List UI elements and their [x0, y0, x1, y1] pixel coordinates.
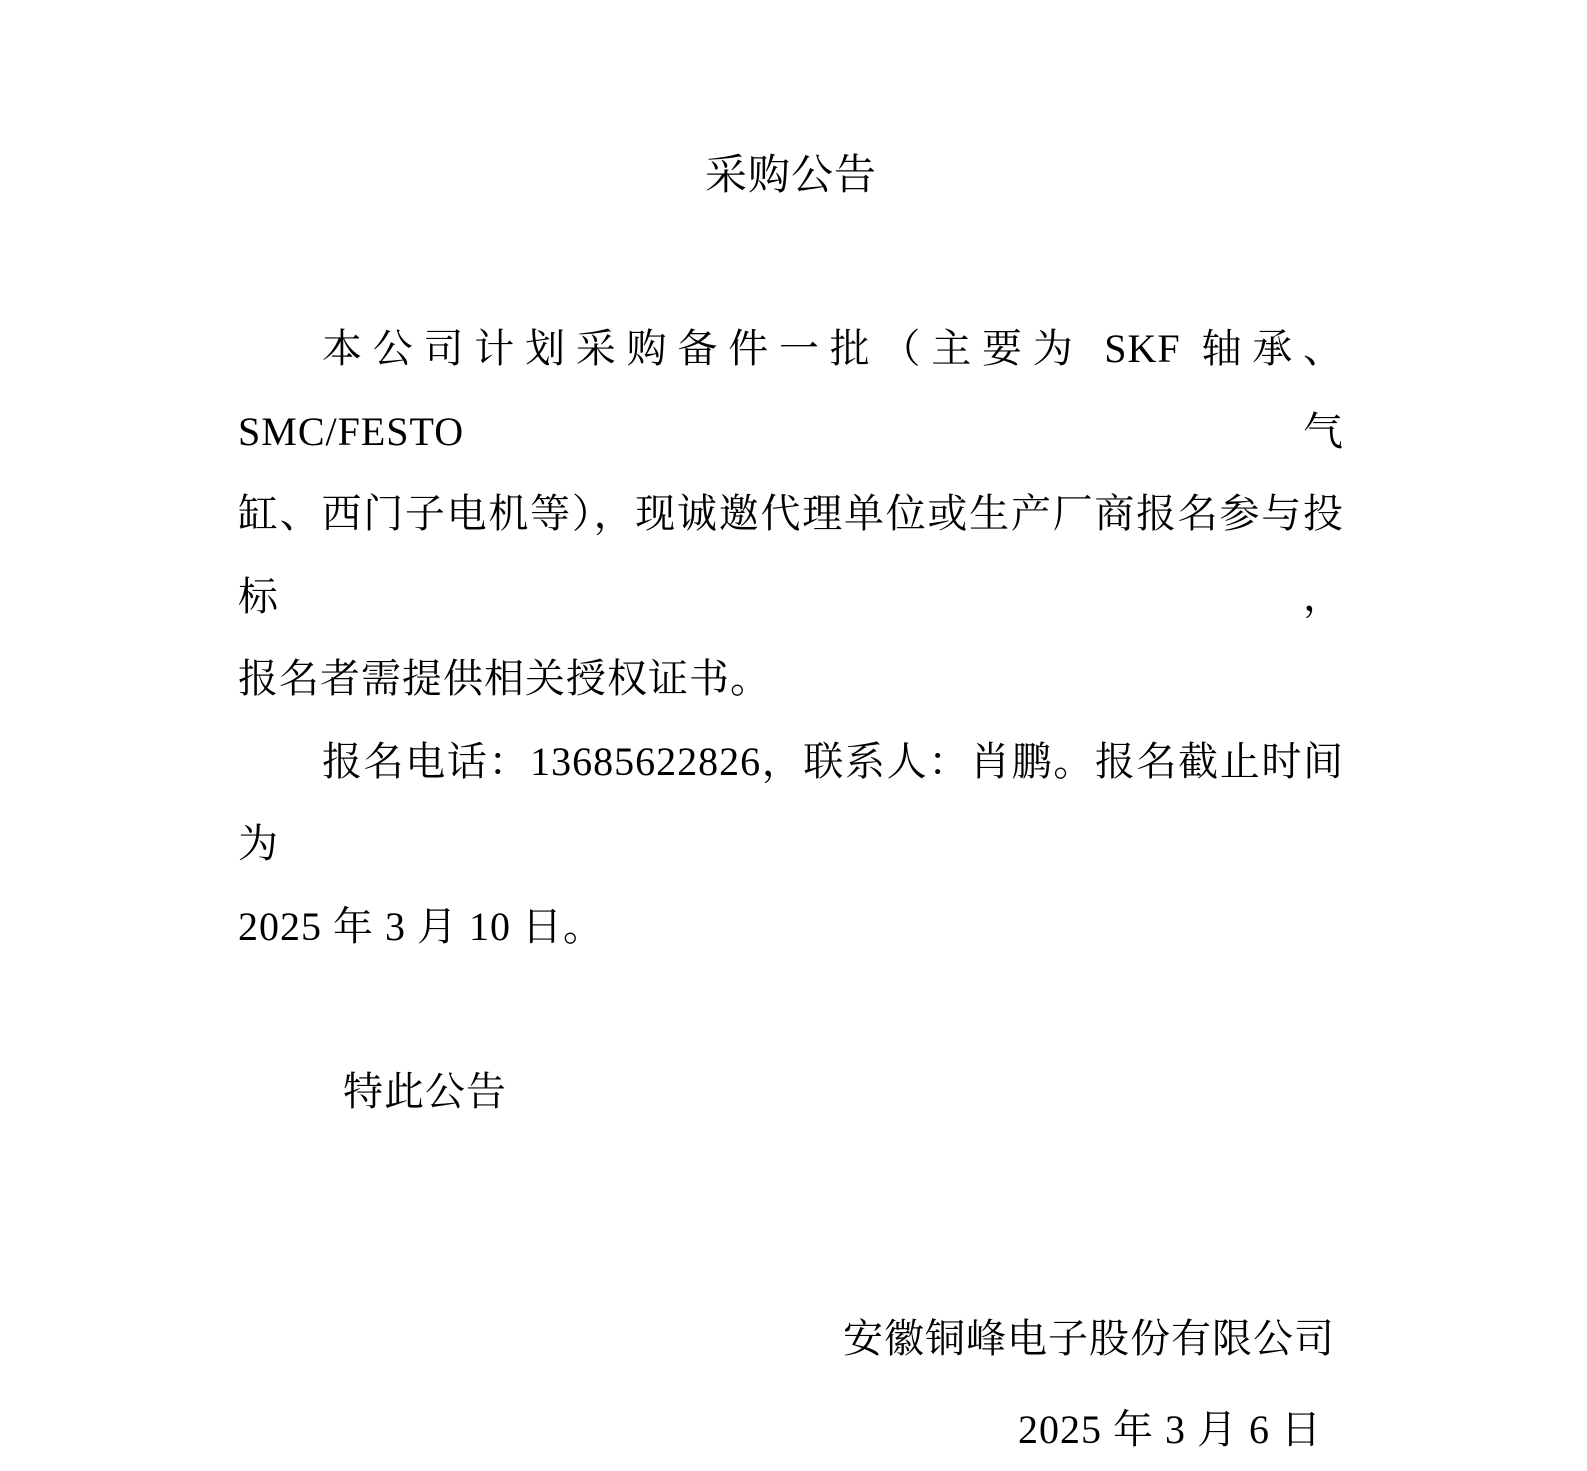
document-body [238, 308, 1344, 1471]
document-title: 采购公告 [238, 153, 1344, 199]
paragraph-1-line-1: 本公司计划采购备件一批（主要为 SKF 轴承、SMC/FESTO 气 [238, 308, 1344, 473]
paragraph-2-line-1: 报名电话：13685622826，联系人：肖鹏。报名截止时间为 [238, 721, 1344, 886]
paragraph-1-line-3: 报名者需提供相关授权证书。 [238, 638, 1344, 721]
closing-statement: 特此公告 [238, 1051, 1344, 1134]
paragraph-2-line-2: 2025 年 3 月 10 日。 [238, 886, 1344, 969]
signature-company-name: 安徽铜峰电子股份有限公司 [238, 1298, 1344, 1381]
signature-date: 2025 年 3 月 6 日 [238, 1389, 1344, 1471]
paragraph-1-line-2: 缸、西门子电机等），现诚邀代理单位或生产厂商报名参与投标， [238, 473, 1344, 638]
